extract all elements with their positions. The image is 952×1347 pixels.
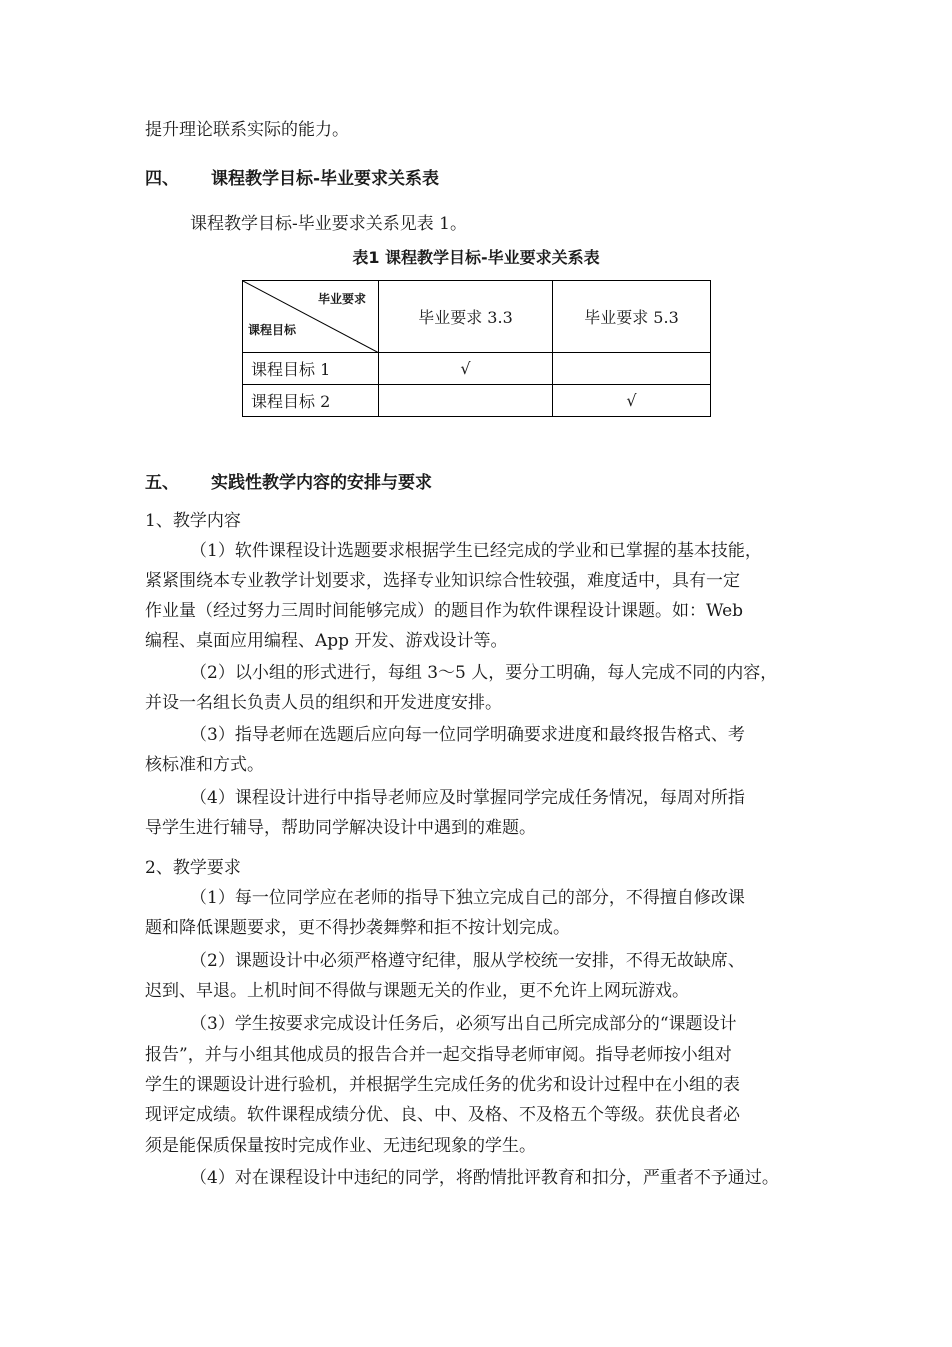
row-label: 课程目标 2	[243, 385, 379, 417]
paragraph-line: 作业量（经过努力三周时间能够完成）的题目作为软件课程设计课题。如：Web	[145, 601, 744, 621]
relationship-table	[242, 280, 711, 417]
paragraph-line: 题和降低课题要求，更不得抄袭舞弊和拒不按计划完成。	[145, 918, 570, 938]
paragraph-line: （3）学生按要求完成设计任务后，必须写出自己所完成部分的“课题设计	[190, 1014, 737, 1034]
column-header-5-3: 毕业要求 5.3	[553, 281, 711, 353]
empty-cell	[379, 385, 553, 417]
empty-cell	[553, 353, 711, 385]
paragraph-line: 编程、桌面应用编程、App 开发、游戏设计等。	[145, 631, 508, 651]
table-corner-cell	[243, 281, 379, 353]
paragraph-line: 核标准和方式。	[145, 755, 264, 775]
paragraph-line: 迟到、早退。上机时间不得做与课题无关的作业，更不允许上网玩游戏。	[145, 981, 689, 1001]
paragraph-line: 现评定成绩。软件课程成绩分优、良、中、及格、不及格五个等级。获优良者必	[145, 1105, 740, 1125]
paragraph-line: （4）课程设计进行中指导老师应及时掌握同学完成任务情况，每周对所指	[190, 788, 745, 808]
paragraph-line: （3）指导老师在选题后应向每一位同学明确要求进度和最终报告格式、考	[190, 725, 745, 745]
section5-title: 实践性教学内容的安排与要求	[211, 473, 432, 493]
paragraph-line: 导学生进行辅导，帮助同学解决设计中遇到的难题。	[145, 818, 536, 838]
corner-label-objectives: 课程目标	[248, 323, 297, 337]
section4-intro: 课程教学目标-毕业要求关系见表 1。	[190, 214, 467, 234]
table-row	[243, 353, 711, 385]
check-cell: √	[379, 353, 553, 385]
section5-number: 五、	[145, 473, 179, 493]
paragraph-line: 紧紧围绕本专业教学计划要求，选择专业知识综合性较强，难度适中，具有一定	[145, 571, 740, 591]
paragraph-line: （1）软件课程设计选题要求根据学生已经完成的学业和已掌握的基本技能，	[190, 541, 762, 561]
table-header-row	[243, 281, 711, 353]
paragraph-line: （1）每一位同学应在老师的指导下独立完成自己的部分，不得擅自修改课	[190, 888, 745, 908]
column-header-3-3: 毕业要求 3.3	[379, 281, 553, 353]
section4-heading	[145, 167, 815, 191]
table-row	[243, 385, 711, 417]
paragraph-line: 须是能保质保量按时完成作业、无违纪现象的学生。	[145, 1136, 536, 1156]
section4-title: 课程教学目标-毕业要求关系表	[211, 169, 440, 189]
intro-tail-text: 提升理论联系实际的能力。	[145, 120, 349, 140]
paragraph-line: （2）课题设计中必须严格遵守纪律，服从学校统一安排，不得无故缺席、	[190, 951, 745, 971]
table-caption: 表1 课程教学目标-毕业要求关系表	[352, 248, 600, 267]
paragraph-line: 学生的课题设计进行验机，并根据学生完成任务的优劣和设计过程中在小组的表	[145, 1075, 740, 1095]
corner-label-requirements: 毕业要求	[317, 292, 366, 306]
section5-heading	[145, 471, 815, 495]
row-label: 课程目标 1	[243, 353, 379, 385]
content-subheading: 1、教学内容	[145, 511, 241, 531]
paragraph-line: 并设一名组长负责人员的组织和开发进度安排。	[145, 693, 502, 713]
paragraph-line: （4）对在课程设计中违纪的同学，将酌情批评教育和扣分，严重者不予通过。	[190, 1168, 779, 1188]
paragraph-line: 报告”，并与小组其他成员的报告合并一起交指导老师审阅。指导老师按小组对	[145, 1045, 732, 1065]
section4-number: 四、	[145, 169, 179, 189]
check-cell: √	[553, 385, 711, 417]
requirements-subheading: 2、教学要求	[145, 858, 241, 878]
paragraph-line: （2）以小组的形式进行，每组 3～5 人，要分工明确，每人完成不同的内容，	[190, 663, 778, 683]
